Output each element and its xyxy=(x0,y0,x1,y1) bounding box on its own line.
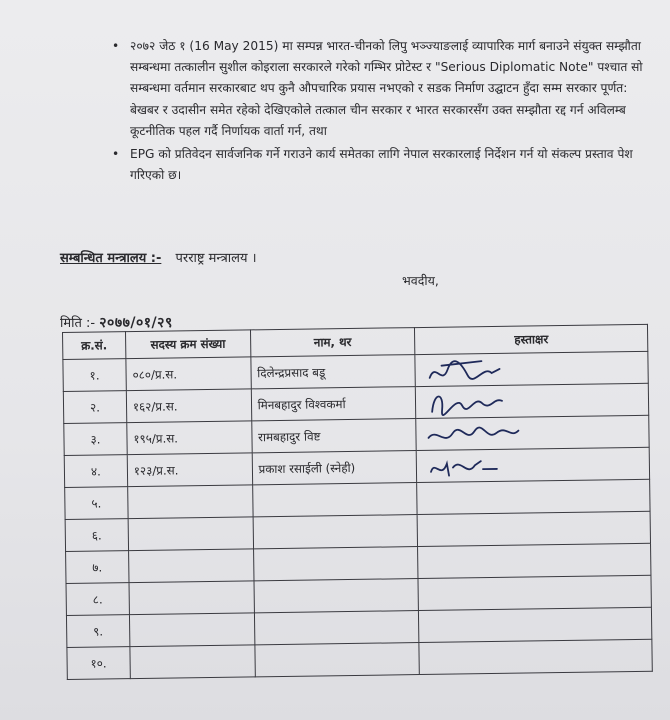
serial-number-cell: ७. xyxy=(66,551,129,584)
member-number-cell xyxy=(128,517,253,551)
member-name-cell: प्रकाश रसाईली (स्नेही) xyxy=(252,451,417,485)
member-number-cell xyxy=(128,485,253,519)
resolution-point-text: २०७२ जेठ १ (16 May 2015) मा सम्पन्न भारत-चीनको लिपु भञ्ज्याङलाई व्यापारिक मार्ग बनाउने संयुक्त सम्झौता सम्बन्धमा तत्कालीन सुशील कोइराला सरकारले गरेको गम्भिर प्रोटेस्ट र "Serious Diplomatic Note" पश्चात सो सम्बन्धमा वर्तमान सरकारबाट थप कुनै औपचारिक प्रयास नभएको र सडक निर्माण उद्घाटन हुँदा सम्म सरकार पूर्णत: बेखबर र उदासीन समेत रहेको देखिएकोले तत्काल चीन सरकार र भारत सरकारसँग उक्त सम्झौता रद्द गर्न अविलम्ब कूटनीतिक पहल गर्दै निर्णायक वार्ता गर्न, तथा xyxy=(130,39,643,138)
header-signature: हस्ताक्षर xyxy=(415,324,648,354)
member-number-cell xyxy=(128,549,253,583)
serial-number-cell: ९. xyxy=(66,615,129,648)
resolution-point xyxy=(112,144,652,186)
member-number-cell: १२३/प्र.स. xyxy=(127,453,252,487)
member-number-cell xyxy=(130,645,255,679)
resolution-point xyxy=(112,36,652,142)
member-number-cell xyxy=(129,581,254,615)
serial-number-cell: ५. xyxy=(65,487,128,520)
member-name-cell: मिनबहादुर विश्वकर्मा xyxy=(251,387,416,421)
signatories-table xyxy=(62,324,653,680)
signature-cell xyxy=(418,543,651,578)
signature-cell xyxy=(419,639,652,674)
signature-cell xyxy=(416,415,649,450)
date-value: २०७७/०१/२९ xyxy=(99,315,173,331)
signature-cell xyxy=(418,575,651,610)
member-name-cell: रामबहादुर विष्ट xyxy=(251,419,416,453)
member-name-cell: दिलेन्द्रप्रसाद बडू xyxy=(251,355,416,389)
serial-number-cell: २. xyxy=(63,391,126,424)
signature-cell xyxy=(415,351,648,386)
resolution-point-text: EPG को प्रतिवेदन सार्वजनिक गर्ने गराउने कार्य समेतका लागि नेपाल सरकारलाई निर्देशन गर्न यो संकल्प प्रस्ताव पेश गरिएको छ। xyxy=(130,147,633,183)
member-name-cell xyxy=(253,515,418,549)
signature-cell xyxy=(419,607,652,642)
handwritten-signature xyxy=(422,354,532,386)
serial-number-cell: ४. xyxy=(64,455,127,488)
serial-number-cell: १०. xyxy=(67,647,130,680)
serial-number-cell: ८. xyxy=(66,583,129,616)
table-row xyxy=(67,639,652,679)
signature-cell xyxy=(417,479,650,514)
member-number-cell: १९५/प्र.स. xyxy=(127,421,252,455)
member-name-cell xyxy=(254,611,419,645)
member-name-cell xyxy=(253,547,418,581)
handwritten-signature xyxy=(423,450,533,482)
member-number-cell xyxy=(129,613,254,647)
serial-number-cell: ३. xyxy=(64,423,127,456)
signature-cell xyxy=(417,511,650,546)
related-ministry-value: परराष्ट्र मन्त्रालय । xyxy=(175,251,257,266)
closing-salutation: भवदीय, xyxy=(402,273,439,288)
handwritten-signature xyxy=(422,386,532,418)
related-ministry xyxy=(60,248,257,266)
signature-cell xyxy=(417,447,650,482)
date-line xyxy=(60,313,173,332)
resolution-points xyxy=(112,36,652,188)
header-member-number: सदस्य क्रम संख्या xyxy=(125,330,250,359)
member-name-cell xyxy=(254,579,419,613)
signature-cell xyxy=(416,383,649,418)
member-name-cell xyxy=(252,483,417,517)
bullet-dot: • xyxy=(112,147,120,162)
date-label: मिति :- xyxy=(60,316,96,331)
header-serial: क्र.सं. xyxy=(63,332,126,360)
bullet-dot: • xyxy=(112,39,120,53)
member-number-cell: १६२/प्र.स. xyxy=(126,389,251,423)
header-name: नाम, थर xyxy=(250,328,415,357)
related-ministry-label: सम्बन्धित मन्त्रालय :- xyxy=(60,251,162,266)
serial-number-cell: १. xyxy=(63,359,126,392)
table-body xyxy=(63,351,652,679)
member-number-cell: ०८०/प्र.स. xyxy=(126,357,251,391)
serial-number-cell: ६. xyxy=(65,519,128,552)
member-name-cell xyxy=(255,643,420,677)
handwritten-signature xyxy=(423,418,533,450)
